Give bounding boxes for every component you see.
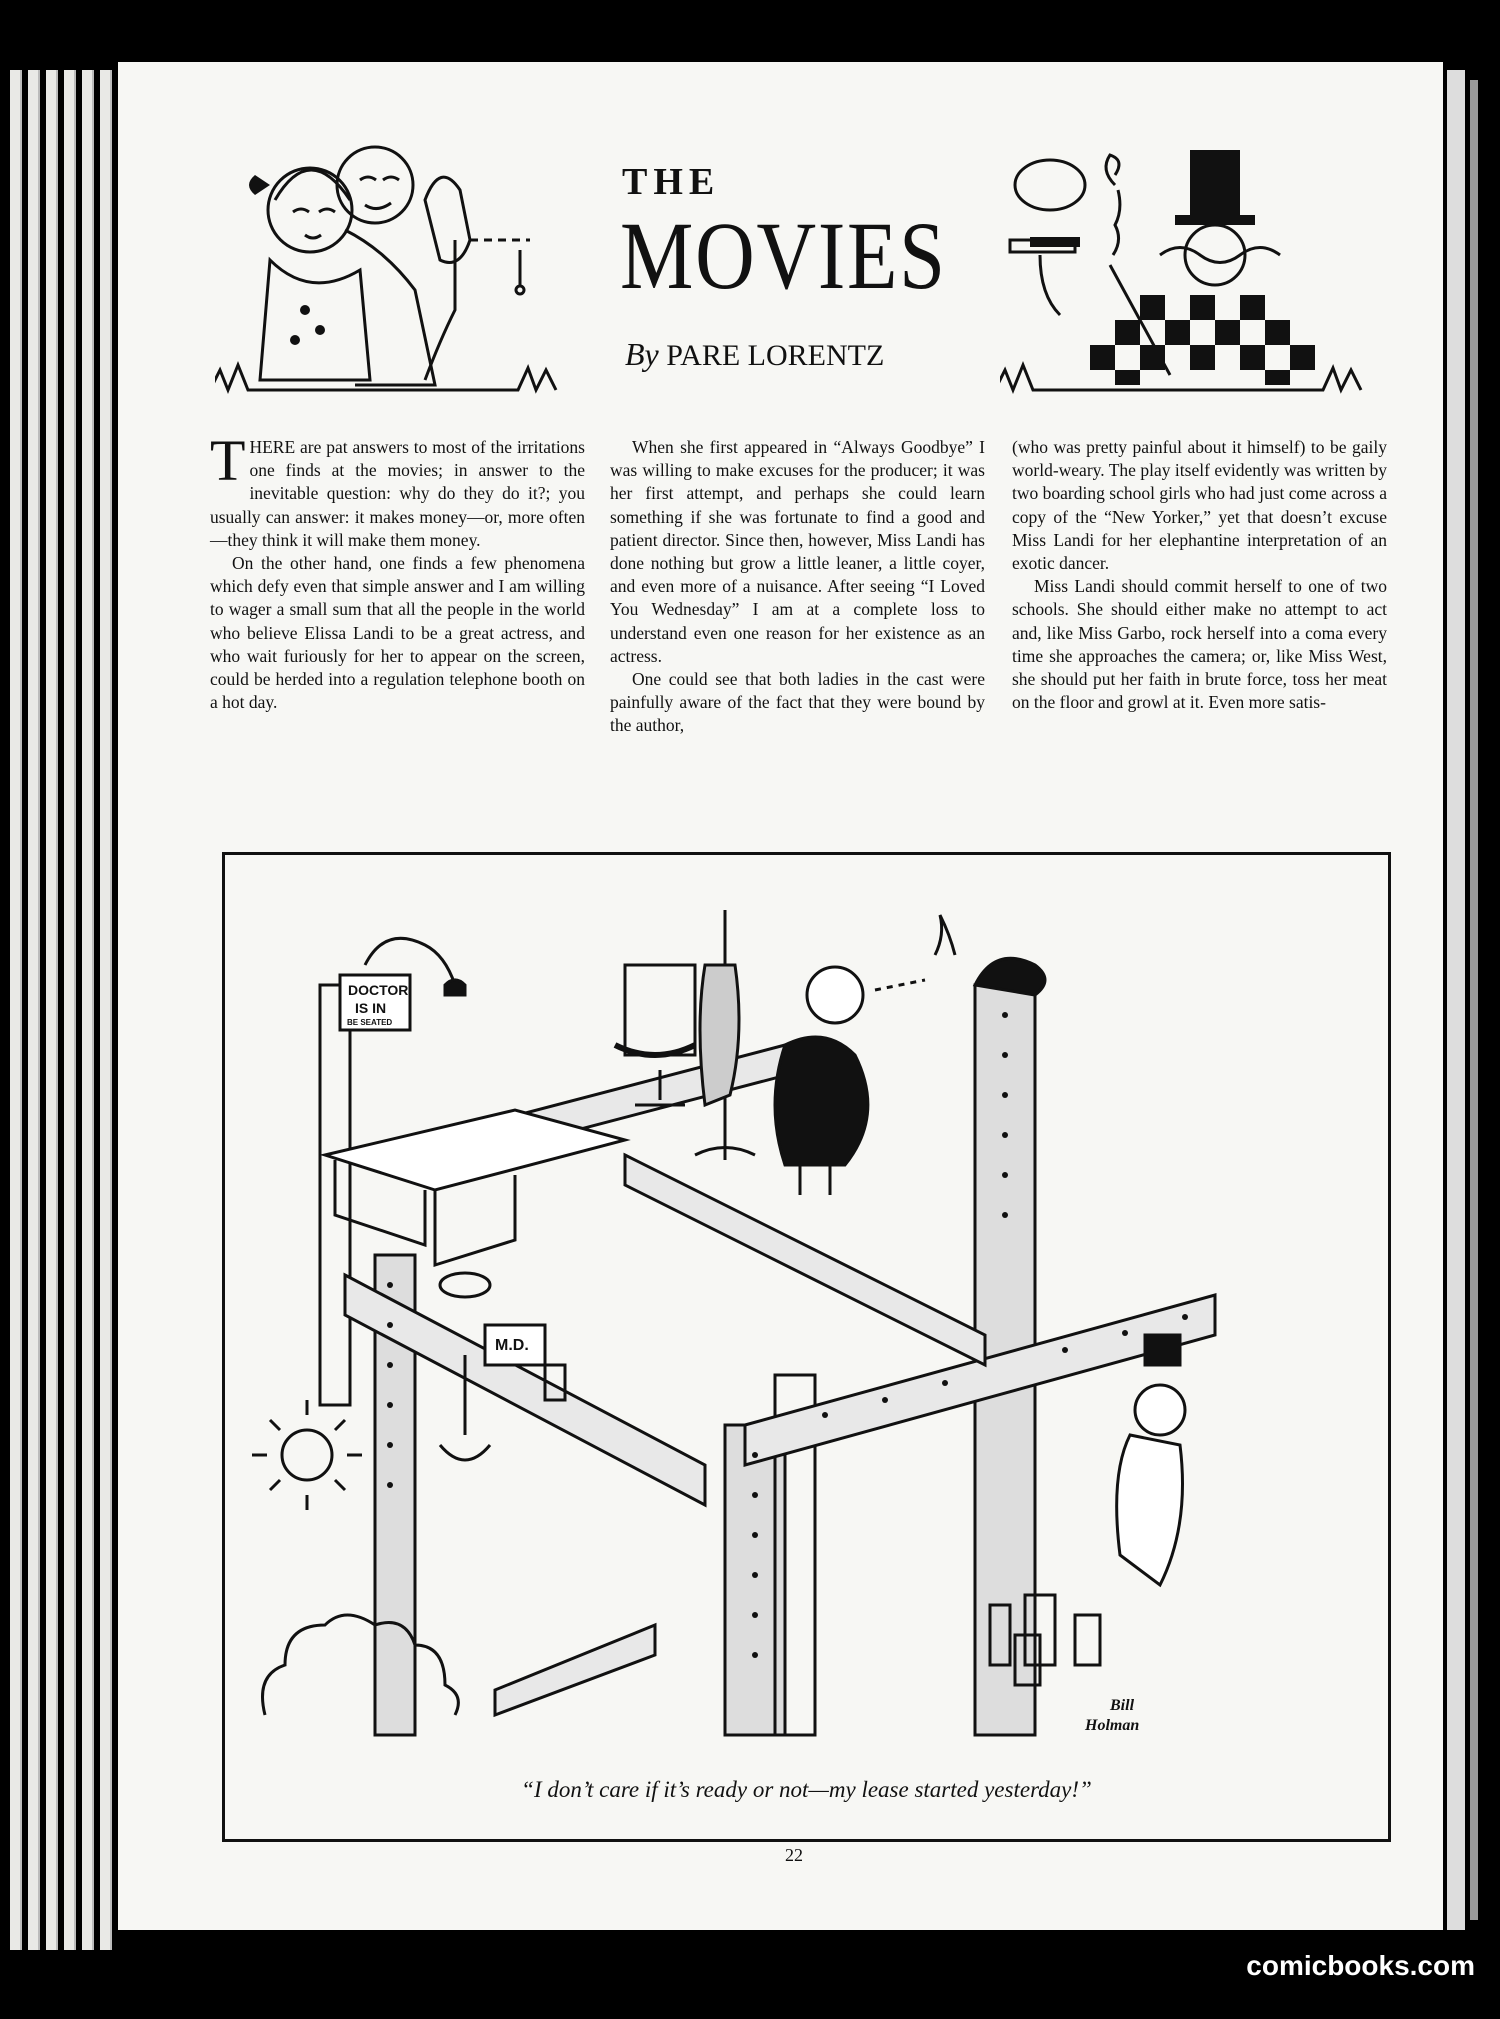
header-right-gentleman-illustration	[1000, 145, 1385, 400]
paragraph-text: HERE are pat answers to most of the irritations one finds at the movies; in answer to the inevitable question: why do they do it?; you usually can answer: it makes money—or, more often—they think it will make them money.	[210, 437, 585, 550]
drop-cap: T	[210, 428, 246, 493]
cartoon-illustration	[225, 855, 1388, 1755]
sign-doctor-text: DOCTOR	[348, 982, 409, 998]
cartoon-panel	[222, 852, 1391, 1842]
page-number: 22	[785, 1845, 803, 1865]
binding-shadow	[1470, 80, 1478, 1920]
watermark: comicbooks.com	[1246, 1950, 1475, 1981]
bag-label-text: M.D.	[495, 1337, 529, 1354]
article-paragraph: On the other hand, one finds a few phenomena which defy even that simple answer and I am willing to wager a small sum that all the people in the world who believe Elissa Landi to be a great actress, and who wait furiously for her to appear on the screen, could be herded into a regulation telephone booth on a hot day.	[210, 553, 585, 713]
artist-signature-last: Holman	[1085, 1717, 1140, 1734]
cartoon-caption: “I don’t care if it’s ready or not—my lease started yesterday!”	[521, 1777, 1092, 1802]
article-paragraph: One could see that both ladies in the cast were painfully aware of the fact that they were bound by the author,	[610, 669, 985, 736]
page-stack-edge	[10, 70, 122, 1950]
sign-is-in-text: IS IN	[355, 1000, 387, 1016]
artist-signature-first: Bill	[1110, 1697, 1135, 1714]
header-left-couple-illustration	[215, 140, 595, 400]
byline-author: PARE LORENTZ	[666, 339, 885, 372]
article-column-2	[610, 436, 985, 738]
byline	[625, 336, 884, 373]
article-column-1	[210, 428, 585, 714]
article-paragraph: (who was pretty painful about it himself) to be gaily world-weary. The play itself evidently was written by two boarding school girls who had just come across a copy of the “New Yorker,” yet that doesn’t excuse Miss Landi for her elephantine interpretation of an exotic dancer.	[1012, 437, 1387, 574]
byline-by: By	[625, 336, 659, 372]
facing-page-edge	[1447, 70, 1465, 1930]
title-movies: MOVIES	[620, 202, 947, 309]
title-the: THE	[622, 161, 721, 203]
article-paragraph	[210, 428, 585, 552]
article-column-3	[1012, 436, 1387, 714]
sign-be-seated-text: BE SEATED	[347, 1018, 393, 1027]
article-paragraph: When she first appeared in “Always Goodbye” I was willing to make excuses for the producer; it was her first attempt, and perhaps she could learn something if she was fortunate to find a good and patient director. Since then, however, Miss Landi has done nothing but grow a little leaner, a little coyer, and even more of a nuisance. After seeing “I Loved You Wednesday” I am at a complete loss to understand even one reason for her existence as an actress.	[610, 437, 985, 666]
article-paragraph: Miss Landi should commit herself to one of two schools. She should either make no attempt to act and, like Miss Garbo, rock herself into a coma every time she approaches the camera; or, like Miss West, she should put her faith in brute force, toss her meat on the floor and growl at it. Even more satis-	[1012, 576, 1387, 713]
